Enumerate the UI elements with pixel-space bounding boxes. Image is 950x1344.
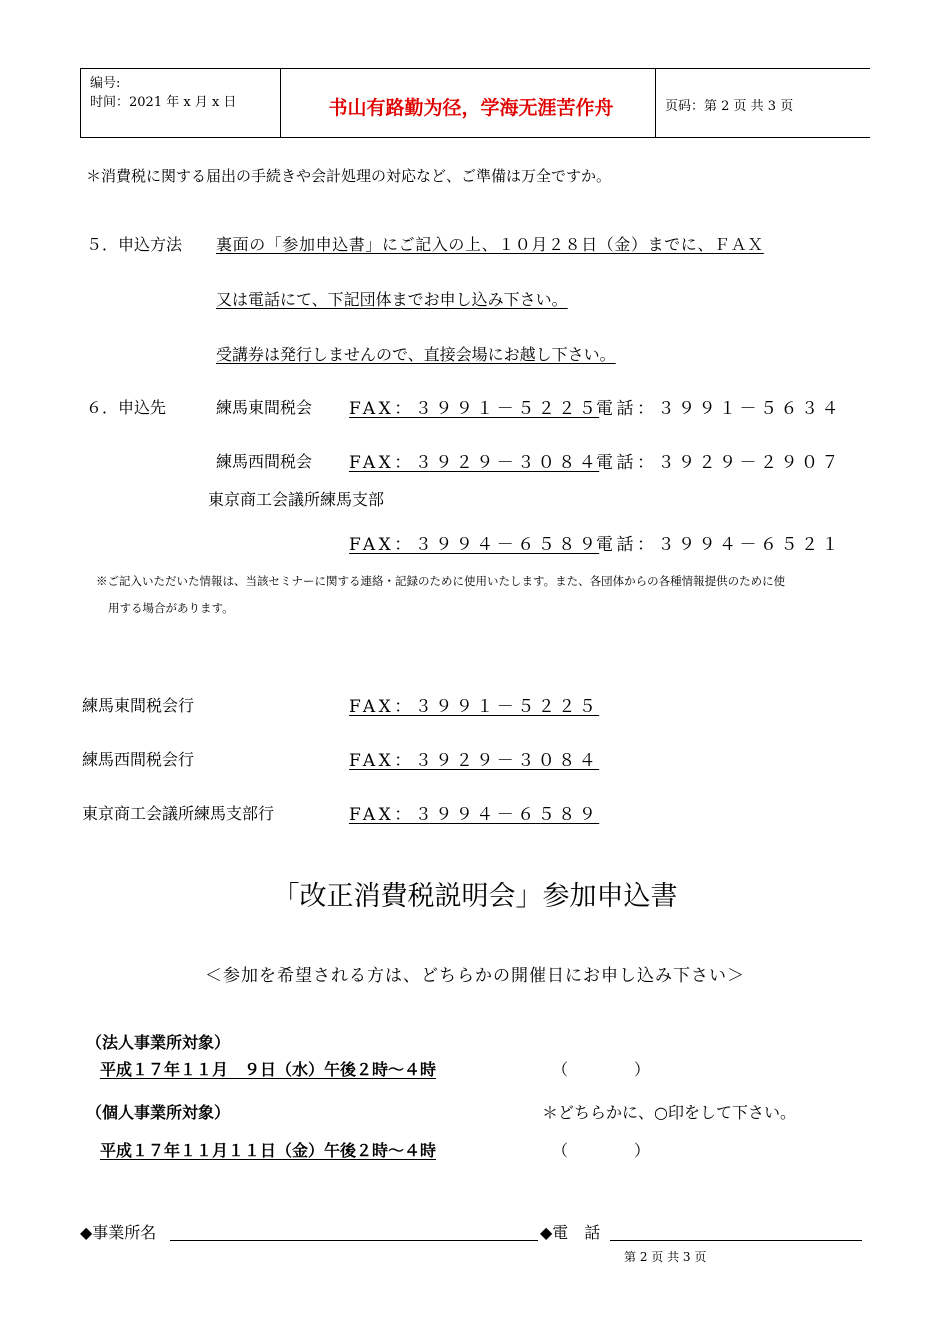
contact-phone: 電話：３９９４－６５２１ bbox=[596, 535, 842, 555]
contact-fax: FAX：３９９４－６５８９ bbox=[349, 535, 600, 555]
paren-open: （ bbox=[552, 1141, 569, 1160]
privacy-note-line2: 用する場合があります。 bbox=[108, 601, 234, 615]
business-name-label: ◆事業所名 bbox=[80, 1223, 157, 1242]
fax-list-org: 練馬東間税会行 bbox=[82, 696, 195, 715]
contact-org: 東京商工会議所練馬支部 bbox=[208, 490, 385, 509]
section5-line1: 裏面の「参加申込書」にご記入の上、１０月２８日（金）までに、ＦＡＸ bbox=[216, 235, 764, 254]
fax-list-number: FAX：３９９４－６５８９ bbox=[349, 805, 600, 825]
paren-close: ） bbox=[634, 1141, 651, 1160]
page-info: 页码：第 2 页 共 3 页 bbox=[665, 99, 794, 114]
contact-fax: FAX：３９２９－３０８４ bbox=[349, 453, 600, 473]
footer-page-number: 第 2 页 共 3 页 bbox=[624, 1250, 707, 1264]
individual-label: （個人事業所対象） bbox=[86, 1103, 231, 1122]
fax-list-number: FAX：３９９１－５２２５ bbox=[349, 697, 600, 717]
section5-label: ５．申込方法 bbox=[86, 235, 183, 254]
contact-phone: 電話：３９２９－２９０７ bbox=[596, 453, 842, 473]
phone-label: ◆電 話 bbox=[540, 1223, 601, 1242]
section6-label: ６．申込先 bbox=[86, 398, 167, 417]
corporate-label: （法人事業所対象） bbox=[86, 1033, 231, 1052]
intro-note: ＊消費税に関する届出の手続きや会計処理の対応など、ご準備は万全ですか。 bbox=[86, 167, 612, 185]
corporate-date: 平成１７年１１月 ９日（水）午後２時～４時 bbox=[100, 1060, 437, 1079]
paren-open: （ bbox=[552, 1060, 569, 1079]
fax-list-number: FAX：３９２９－３０８４ bbox=[349, 751, 600, 771]
header-motto: 书山有路勤为径，学海无涯苦作舟 bbox=[328, 97, 614, 119]
number-label: 编号: bbox=[90, 76, 121, 91]
privacy-note-line1: ※ご記入いただいた情報は、当該セミナーに関する連絡・記録のために使用いたします。また、各団体からの各種情報提供のために使 bbox=[96, 574, 786, 588]
contact-org: 練馬西間税会 bbox=[216, 452, 313, 471]
contact-org: 練馬東間税会 bbox=[216, 398, 313, 417]
time-label: 时间：2021 年 x 月 x 日 bbox=[90, 95, 237, 110]
phone-field[interactable] bbox=[610, 1240, 862, 1241]
individual-date: 平成１７年１１月１１日（金）午後２時～４時 bbox=[100, 1141, 437, 1160]
paren-close: ） bbox=[634, 1060, 651, 1079]
fax-list-org: 東京商工会議所練馬支部行 bbox=[82, 804, 275, 823]
business-name-field[interactable] bbox=[170, 1240, 538, 1241]
fax-list-org: 練馬西間税会行 bbox=[82, 750, 195, 769]
circle-note: ＊どちらかに、○印をして下さい。 bbox=[542, 1103, 796, 1122]
form-subtitle: ＜参加を希望される方は、どちらかの開催日にお申し込み下さい＞ bbox=[205, 966, 745, 986]
form-title: 「改正消費税説明会」参加申込書 bbox=[272, 881, 678, 912]
document-header bbox=[80, 68, 870, 138]
contact-phone: 電話：３９９１－５６３４ bbox=[596, 399, 842, 419]
section5-line3: 受講券は発行しませんので、直接会場にお越し下さい。 bbox=[216, 345, 616, 364]
contact-fax: FAX：３９９１－５２２５ bbox=[349, 399, 600, 419]
section5-line2: 又は電話にて、下記団体までお申し込み下さい。 bbox=[216, 290, 568, 309]
